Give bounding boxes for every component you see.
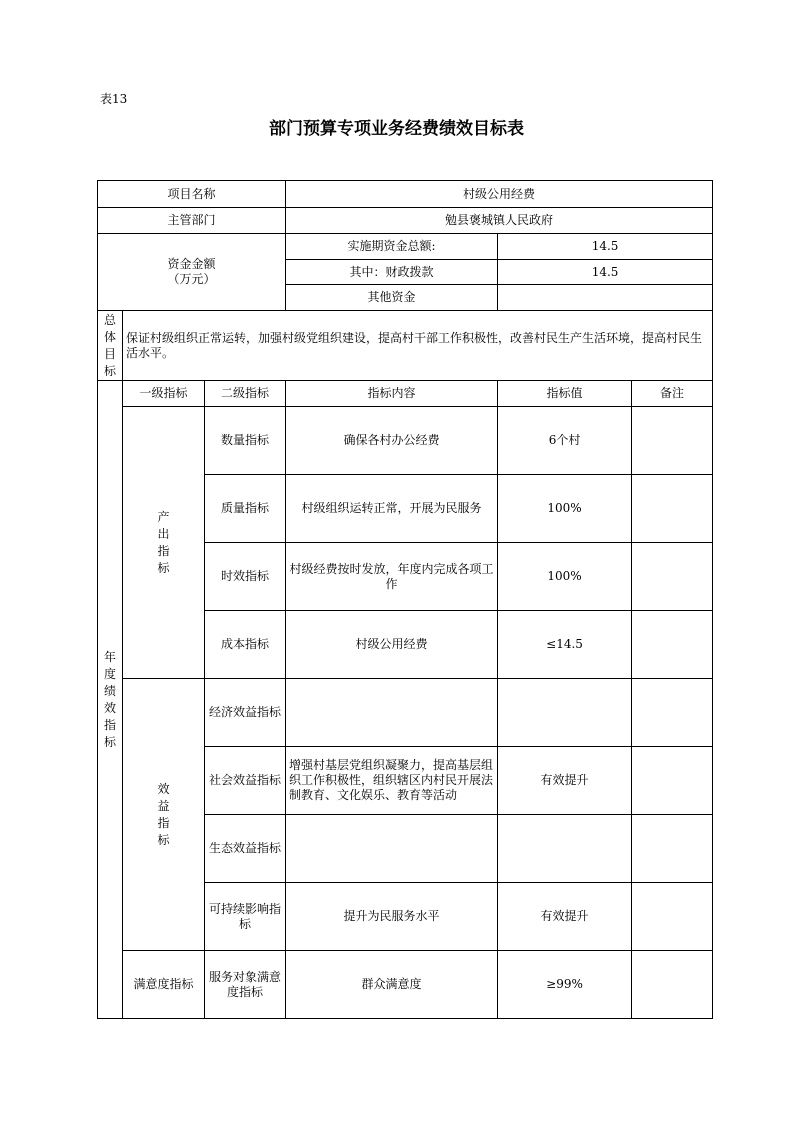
output-content: 村级经费按时发放，年度内完成各项工作 — [286, 543, 498, 611]
output-value: 100% — [498, 475, 632, 543]
page-title: 部门预算专项业务经费绩效目标表 — [269, 119, 524, 139]
benefit-level2: 生态效益指标 — [205, 815, 286, 883]
benefit-value: 有效提升 — [498, 883, 632, 951]
output-indicator-label-cell — [123, 407, 205, 679]
output-indicator-label: 产出指标 — [157, 509, 170, 575]
output-value: 100% — [498, 543, 632, 611]
output-value: ≤14.5 — [498, 611, 632, 679]
project-name-value: 村级公用经费 — [286, 181, 713, 208]
satisfaction-indicator-label: 满意度指标 — [123, 951, 205, 1019]
header-level2: 二级指标 — [205, 381, 286, 407]
benefit-remark — [632, 747, 713, 815]
benefit-indicator-label: 效益指标 — [157, 781, 170, 847]
benefit-content — [286, 679, 498, 747]
output-level2: 成本指标 — [205, 611, 286, 679]
benefit-remark — [632, 815, 713, 883]
project-name-label: 项目名称 — [98, 181, 286, 208]
funds-total-value: 14.5 — [498, 234, 713, 260]
satisfaction-value: ≥99% — [498, 951, 632, 1019]
funds-fiscal-value: 14.5 — [498, 260, 713, 285]
benefit-content: 增强村基层党组织凝聚力，提高基层组织工作积极性，组织辖区内村民开展法制教育、文化娱乐、教育等活动 — [286, 747, 498, 815]
annual-indicators-label-cell — [98, 381, 123, 1019]
benefit-content — [286, 815, 498, 883]
benefit-value: 有效提升 — [498, 747, 632, 815]
table-row — [98, 407, 713, 475]
benefit-remark — [632, 679, 713, 747]
benefit-level2: 可持续影响指标 — [205, 883, 286, 951]
header-remark: 备注 — [632, 381, 713, 407]
benefit-value — [498, 679, 632, 747]
funds-label: 资金金额 — [167, 257, 216, 271]
output-remark — [632, 611, 713, 679]
benefit-level2: 社会效益指标 — [205, 747, 286, 815]
overall-goal-label: 总体目标 — [103, 312, 116, 378]
table-row — [98, 181, 713, 208]
annual-indicators-label: 年度绩效指标 — [103, 649, 116, 749]
funds-other-value — [498, 285, 713, 311]
funds-fiscal-label: 其中：财政拨款 — [286, 260, 498, 285]
table-row — [98, 208, 713, 234]
funds-other-label: 其他资金 — [286, 285, 498, 311]
benefit-level2: 经济效益指标 — [205, 679, 286, 747]
overall-goal-label-cell — [98, 311, 123, 381]
table-number-label: 表13 — [100, 92, 128, 106]
output-value: 6个村 — [498, 407, 632, 475]
funds-unit: （万元） — [167, 272, 216, 286]
satisfaction-content: 群众满意度 — [286, 951, 498, 1019]
output-level2: 数量指标 — [205, 407, 286, 475]
funds-label-cell — [98, 234, 286, 311]
overall-goal-text: 保证村级组织正常运转，加强村级党组织建设，提高村干部工作积极性，改善村民生产生活环境，提高村民生活水平。 — [123, 311, 713, 381]
benefit-content: 提升为民服务水平 — [286, 883, 498, 951]
funds-total-label: 实施期资金总额: — [286, 234, 498, 260]
benefit-indicator-label-cell — [123, 679, 205, 951]
header-content: 指标内容 — [286, 381, 498, 407]
output-content: 确保各村办公经费 — [286, 407, 498, 475]
satisfaction-level2: 服务对象满意度指标 — [205, 951, 286, 1019]
output-remark — [632, 543, 713, 611]
table-row — [98, 311, 713, 381]
output-level2: 质量指标 — [205, 475, 286, 543]
header-value: 指标值 — [498, 381, 632, 407]
output-remark — [632, 475, 713, 543]
output-content: 村级组织运转正常，开展为民服务 — [286, 475, 498, 543]
table-row — [98, 234, 713, 260]
benefit-remark — [632, 883, 713, 951]
header-level1: 一级指标 — [123, 381, 205, 407]
output-remark — [632, 407, 713, 475]
benefit-value — [498, 815, 632, 883]
dept-label: 主管部门 — [98, 208, 286, 234]
table-row — [98, 679, 713, 747]
satisfaction-remark — [632, 951, 713, 1019]
output-content: 村级公用经费 — [286, 611, 498, 679]
output-level2: 时效指标 — [205, 543, 286, 611]
table-row — [98, 951, 713, 1019]
table-row — [98, 381, 713, 407]
dept-value: 勉县褒城镇人民政府 — [286, 208, 713, 234]
performance-target-table — [97, 180, 713, 1019]
